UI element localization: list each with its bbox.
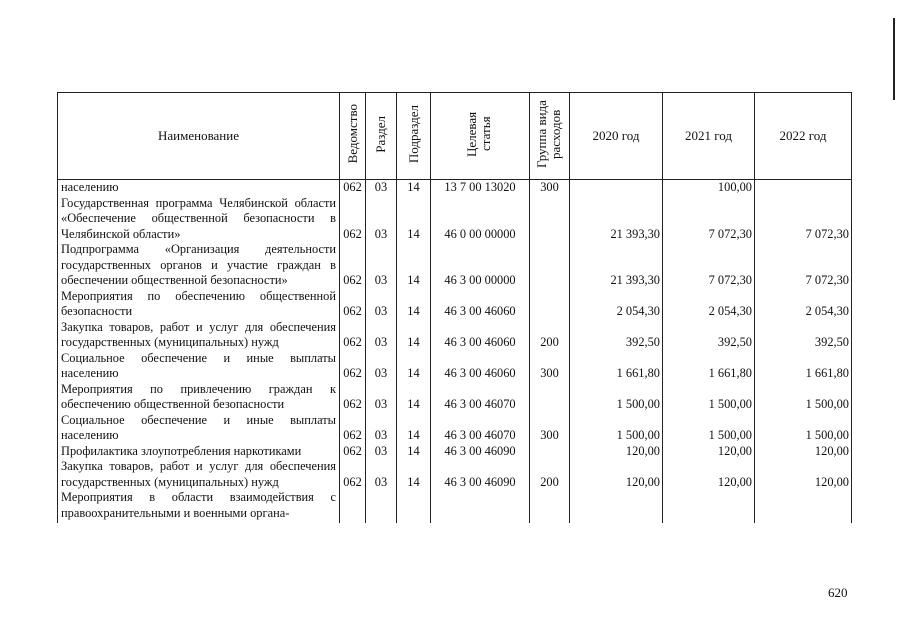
row-value-2020: 392,50 <box>570 320 663 351</box>
row-celevaya-statya <box>431 490 530 523</box>
header-gruppa-vida-rashodov: Группа вида расходов <box>530 93 570 180</box>
row-name: Закупка товаров, работ и услуг для обеспечения государственных (муниципальных) нужд <box>58 459 340 490</box>
row-value-2022: 2 054,30 <box>755 289 852 320</box>
row-value-2021 <box>663 490 755 523</box>
row-vedomstvo: 062 <box>340 351 366 382</box>
row-name: Закупка товаров, работ и услуг для обеспечения государственных (муниципальных) нужд <box>58 320 340 351</box>
row-value-2022: 1 500,00 <box>755 413 852 444</box>
row-value-2020 <box>570 180 663 196</box>
row-value-2021: 100,00 <box>663 180 755 196</box>
row-vedomstvo: 062 <box>340 180 366 196</box>
row-celevaya-statya: 46 3 00 46060 <box>431 351 530 382</box>
row-celevaya-statya: 46 3 00 00000 <box>431 242 530 289</box>
row-podrazdel: 14 <box>397 413 431 444</box>
row-value-2021: 392,50 <box>663 320 755 351</box>
row-vedomstvo: 062 <box>340 459 366 490</box>
row-gruppa: 300 <box>530 413 570 444</box>
row-value-2022: 1 661,80 <box>755 351 852 382</box>
row-value-2021: 2 054,30 <box>663 289 755 320</box>
row-podrazdel: 14 <box>397 444 431 460</box>
row-gruppa: 200 <box>530 320 570 351</box>
row-razdel <box>366 490 397 523</box>
row-razdel: 03 <box>366 382 397 413</box>
row-razdel: 03 <box>366 289 397 320</box>
row-name: Профилактика злоупотребления наркотиками <box>58 444 340 460</box>
row-razdel: 03 <box>366 444 397 460</box>
row-name: Социальное обеспечение и иные выплаты населению <box>58 413 340 444</box>
scan-edge-line <box>893 18 895 100</box>
table-header-row <box>58 93 852 180</box>
header-year-2020: 2020 год <box>570 93 663 180</box>
row-vedomstvo: 062 <box>340 320 366 351</box>
row-celevaya-statya: 46 3 00 46060 <box>431 320 530 351</box>
table-row <box>58 490 852 523</box>
row-name: Мероприятия по привлечению граждан к обеспечению общественной безопасности <box>58 382 340 413</box>
row-value-2022: 7 072,30 <box>755 196 852 243</box>
row-vedomstvo: 062 <box>340 382 366 413</box>
header-name: Наименование <box>58 93 340 180</box>
row-gruppa: 300 <box>530 180 570 196</box>
row-name: Социальное обеспечение и иные выплаты населению <box>58 351 340 382</box>
row-podrazdel: 14 <box>397 320 431 351</box>
row-vedomstvo: 062 <box>340 242 366 289</box>
row-name: Мероприятия по обеспечению общественной безопасности <box>58 289 340 320</box>
header-podrazdel: Подраздел <box>397 93 431 180</box>
row-gruppa <box>530 242 570 289</box>
row-value-2021: 7 072,30 <box>663 196 755 243</box>
row-name: Мероприятия в области взаимодействия с правоохранительными и военными органа- <box>58 490 340 523</box>
row-razdel: 03 <box>366 459 397 490</box>
header-year-2022: 2022 год <box>755 93 852 180</box>
row-gruppa <box>530 289 570 320</box>
table-row <box>58 351 852 382</box>
row-gruppa <box>530 490 570 523</box>
row-value-2022 <box>755 180 852 196</box>
table-row <box>58 382 852 413</box>
row-podrazdel: 14 <box>397 289 431 320</box>
header-year-2021: 2021 год <box>663 93 755 180</box>
page-number: 620 <box>828 585 848 600</box>
row-podrazdel: 14 <box>397 351 431 382</box>
row-podrazdel: 14 <box>397 180 431 196</box>
row-razdel: 03 <box>366 242 397 289</box>
row-value-2020: 21 393,30 <box>570 242 663 289</box>
row-celevaya-statya: 13 7 00 13020 <box>431 180 530 196</box>
row-value-2020 <box>570 490 663 523</box>
row-gruppa <box>530 382 570 413</box>
row-value-2021: 1 500,00 <box>663 382 755 413</box>
row-vedomstvo <box>340 490 366 523</box>
row-razdel: 03 <box>366 180 397 196</box>
row-vedomstvo: 062 <box>340 289 366 320</box>
row-name: Государственная программа Челябинской области «Обеспечение общественной безопасности в Челябинской области» <box>58 196 340 243</box>
row-podrazdel <box>397 490 431 523</box>
row-value-2022: 1 500,00 <box>755 382 852 413</box>
table-row <box>58 459 852 490</box>
row-value-2022: 7 072,30 <box>755 242 852 289</box>
header-celevaya-statya: Целевая статья <box>431 93 530 180</box>
row-value-2020: 1 661,80 <box>570 351 663 382</box>
row-vedomstvo: 062 <box>340 413 366 444</box>
row-value-2020: 1 500,00 <box>570 413 663 444</box>
row-celevaya-statya: 46 0 00 00000 <box>431 196 530 243</box>
row-value-2020: 21 393,30 <box>570 196 663 243</box>
table-row <box>58 413 852 444</box>
row-gruppa <box>530 444 570 460</box>
row-value-2020: 120,00 <box>570 459 663 490</box>
row-podrazdel: 14 <box>397 242 431 289</box>
row-podrazdel: 14 <box>397 196 431 243</box>
row-gruppa <box>530 196 570 243</box>
row-value-2020: 120,00 <box>570 444 663 460</box>
row-value-2021: 1 500,00 <box>663 413 755 444</box>
table-row <box>58 180 852 196</box>
row-name: Подпрограмма «Организация деятельности государственных органов и участие граждан в обеспечении общественной безопасности» <box>58 242 340 289</box>
budget-table <box>57 92 852 523</box>
row-value-2022 <box>755 490 852 523</box>
table-row <box>58 196 852 243</box>
row-celevaya-statya: 46 3 00 46060 <box>431 289 530 320</box>
row-razdel: 03 <box>366 196 397 243</box>
row-razdel: 03 <box>366 351 397 382</box>
header-vedomstvo: Ведомство <box>340 93 366 180</box>
row-value-2020: 1 500,00 <box>570 382 663 413</box>
row-value-2022: 120,00 <box>755 459 852 490</box>
row-celevaya-statya: 46 3 00 46070 <box>431 413 530 444</box>
row-razdel: 03 <box>366 320 397 351</box>
row-value-2021: 1 661,80 <box>663 351 755 382</box>
row-podrazdel: 14 <box>397 459 431 490</box>
table-row <box>58 320 852 351</box>
row-value-2022: 392,50 <box>755 320 852 351</box>
row-value-2021: 120,00 <box>663 444 755 460</box>
table-body <box>58 180 852 524</box>
row-vedomstvo: 062 <box>340 444 366 460</box>
row-celevaya-statya: 46 3 00 46070 <box>431 382 530 413</box>
row-gruppa: 300 <box>530 351 570 382</box>
row-value-2021: 120,00 <box>663 459 755 490</box>
table-row <box>58 289 852 320</box>
row-celevaya-statya: 46 3 00 46090 <box>431 459 530 490</box>
row-value-2021: 7 072,30 <box>663 242 755 289</box>
row-celevaya-statya: 46 3 00 46090 <box>431 444 530 460</box>
row-razdel: 03 <box>366 413 397 444</box>
row-value-2020: 2 054,30 <box>570 289 663 320</box>
table-row <box>58 444 852 460</box>
row-name: населению <box>58 180 340 196</box>
table-row <box>58 242 852 289</box>
header-razdel: Раздел <box>366 93 397 180</box>
row-vedomstvo: 062 <box>340 196 366 243</box>
row-gruppa: 200 <box>530 459 570 490</box>
row-value-2022: 120,00 <box>755 444 852 460</box>
row-podrazdel: 14 <box>397 382 431 413</box>
